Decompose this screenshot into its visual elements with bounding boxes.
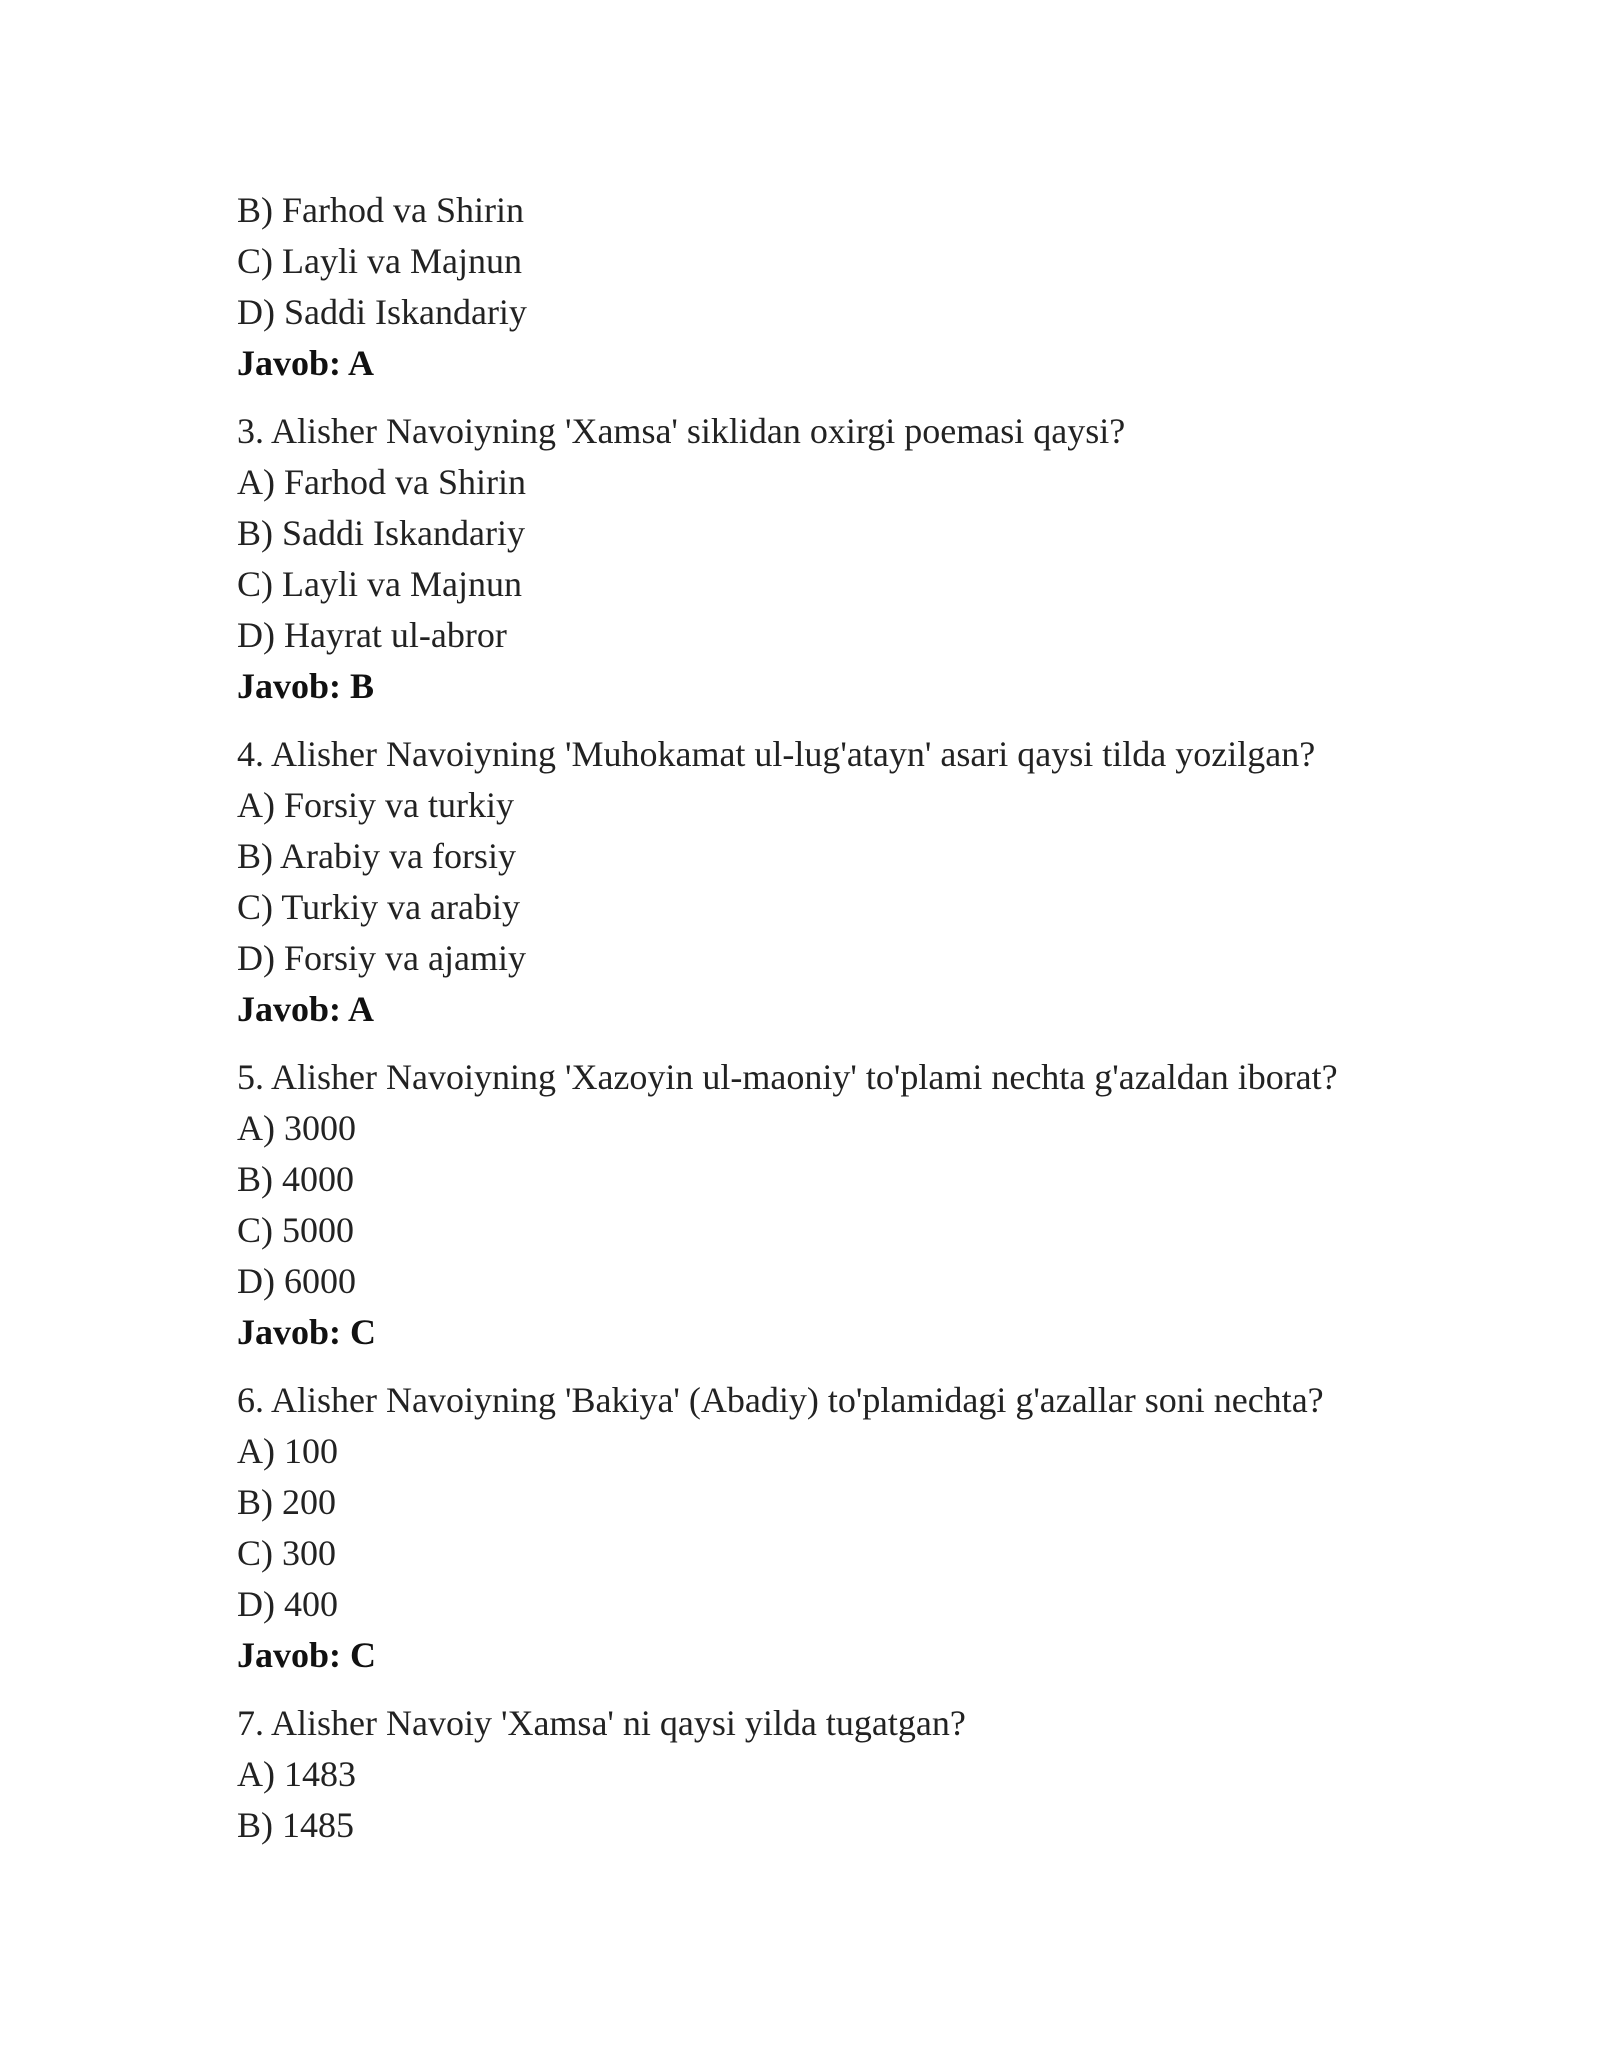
question-text: 4. Alisher Navoiyning 'Muhokamat ul-lug'atayn' asari qaysi tilda yozilgan?: [237, 734, 1316, 774]
question-text: 6. Alisher Navoiyning 'Bakiya' (Abadiy) to'plamidagi g'azallar soni nechta?: [237, 1380, 1324, 1420]
option: A) 3000: [237, 1108, 356, 1148]
question-block: [237, 729, 1437, 1035]
option: A) 100: [237, 1431, 338, 1471]
question-block: [237, 185, 1437, 389]
answer-line: Javob: C: [237, 1635, 377, 1675]
question-block: [237, 406, 1437, 712]
option: C) 300: [237, 1533, 336, 1573]
option: D) 400: [237, 1584, 338, 1624]
question-text: 7. Alisher Navoiy 'Xamsa' ni qaysi yilda tugatgan?: [237, 1703, 966, 1743]
option: C) 5000: [237, 1210, 354, 1250]
document-page: [237, 185, 1437, 1868]
question-block: [237, 1698, 1437, 1851]
question-block: [237, 1375, 1437, 1681]
option: D) Saddi Iskandariy: [237, 292, 527, 332]
question-text: 5. Alisher Navoiyning 'Xazoyin ul-maoniy' to'plami nechta g'azaldan iborat?: [237, 1057, 1338, 1097]
option: B) Arabiy va forsiy: [237, 836, 516, 876]
option: B) 4000: [237, 1159, 354, 1199]
option: A) Forsiy va turkiy: [237, 785, 514, 825]
option: A) 1483: [237, 1754, 356, 1794]
option: B) Saddi Iskandariy: [237, 513, 525, 553]
answer-line: Javob: C: [237, 1312, 377, 1352]
option: D) Forsiy va ajamiy: [237, 938, 526, 978]
question-text: 3. Alisher Navoiyning 'Xamsa' siklidan oxirgi poemasi qaysi?: [237, 411, 1126, 451]
option: D) 6000: [237, 1261, 356, 1301]
answer-line: Javob: A: [237, 343, 375, 383]
option: C) Turkiy va arabiy: [237, 887, 520, 927]
option: D) Hayrat ul-abror: [237, 615, 507, 655]
question-block: [237, 1052, 1437, 1358]
option: A) Farhod va Shirin: [237, 462, 526, 502]
option: C) Layli va Majnun: [237, 241, 522, 281]
option: C) Layli va Majnun: [237, 564, 522, 604]
option: B) Farhod va Shirin: [237, 190, 524, 230]
answer-line: Javob: B: [237, 666, 375, 706]
answer-line: Javob: A: [237, 989, 375, 1029]
option: B) 200: [237, 1482, 336, 1522]
option: B) 1485: [237, 1805, 354, 1845]
